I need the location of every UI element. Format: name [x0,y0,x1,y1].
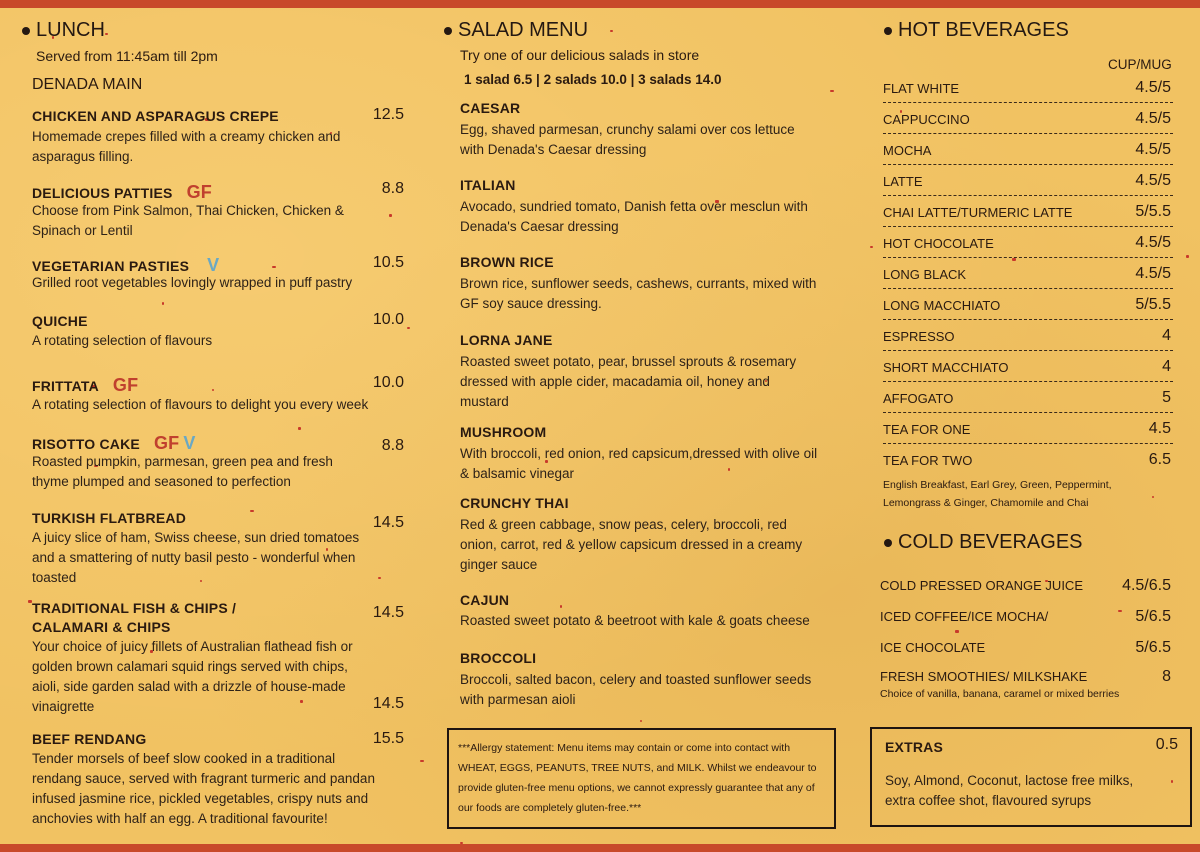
menu-item-desc: Homemade crepes filled with a creamy chicken and asparagus filling. [32,129,341,164]
beverage-name: ESPRESSO [883,329,955,344]
extras-title: EXTRAS [885,739,943,755]
menu-item-name-line2: CALAMARI & CHIPS [32,619,171,635]
bullet-icon [884,539,892,547]
speck-decoration [460,842,463,844]
extras-box [870,727,1192,827]
beverage-price: 4.5/5 [1135,141,1171,158]
speck-decoration [250,510,254,512]
speck-decoration [1118,610,1122,612]
allergy-statement: ***Allergy statement: Menu items may contain or come into contact with WHEAT, EGGS, PEANUTS, TREE NUTS, and MILK. Whilst we endeavour to provide gluten-free menu options, we cannot expressly guarantee that any of our foods are completely gluten-free.*** [458,742,817,814]
beverage-name: SHORT MACCHIATO [883,360,1009,375]
menu-item-price: 8.8 [381,437,404,454]
beverage-price: 5 [1162,389,1171,406]
allergy-statement-box [447,728,836,829]
beverage-name: CAPPUCCINO [883,112,970,127]
vegetarian-tag: V [207,255,220,275]
beverage-row [883,350,1173,382]
beverage-name: FRESH SMOOTHIES/ MILKSHAKE [880,669,1088,684]
salad-desc: Egg, shaved parmesan, crunchy salami over cos lettuce with Denada's Caesar dressing [460,122,795,157]
menu-item-name: DELICIOUS PATTIES GF [32,182,212,202]
beverage-name: FLAT WHITE [883,81,960,96]
beverage-name: LONG BLACK [883,267,967,282]
menu-item-name: TURKISH FLATBREAD [32,510,187,526]
beverage-name: MOCHA [883,143,932,158]
beverage-name: COLD PRESSED ORANGE JUICE [880,578,1083,593]
gluten-free-tag: GF [186,182,212,202]
beverage-name: HOT CHOCOLATE [883,236,994,251]
menu-item-price: 14.5 [372,604,404,621]
menu-item-price: 10.0 [372,311,404,328]
gluten-free-tag: GF [112,375,139,395]
salad-intro: Try one of our delicious salads in store [460,47,700,63]
speck-decoration [420,760,424,762]
speck-decoration [298,427,301,430]
salad-desc: Avocado, sundried tomato, Danish fetta over mesclun with Denada's Caesar dressing [460,199,808,234]
salad-name: BROCCOLI [460,650,537,666]
beverage-price: 4 [1162,327,1171,344]
salad-name: BROWN RICE [460,254,554,270]
menu-item-desc: Grilled root vegetables lovingly wrapped in puff pastry [32,275,353,290]
speck-decoration [272,266,276,268]
beverage-row [883,412,1173,444]
beverage-price: 4.5/5 [1135,79,1171,96]
menu-item-desc: A rotating selection of flavours to delight you every week [32,397,369,412]
speck-decoration [105,33,108,35]
beverage-name: CHAI LATTE/TURMERIC LATTE [883,205,1073,220]
speck-decoration [830,90,834,92]
bullet-icon [444,27,452,35]
beverage-row [883,133,1173,165]
beverage-price: 4.5/5 [1135,110,1171,127]
beverage-price: 5/6.5 [1135,608,1171,625]
lunch-subheading: DENADA MAIN [32,76,143,93]
speck-decoration [212,389,214,391]
speck-decoration [640,720,642,722]
salad-name: CAESAR [460,100,521,116]
beverage-price: 6.5 [1148,451,1171,468]
salad-desc: Roasted sweet potato, pear, brussel sprouts & rosemary dressed with apple cider, macadamia oil, honey and mustard [460,354,797,409]
beverage-price: 5/6.5 [1135,639,1171,656]
salad-name: CAJUN [460,592,510,608]
menu-item-price: 15.5 [372,730,404,747]
beverage-row [883,381,1173,413]
speck-decoration [389,214,392,217]
smoothie-note: Choice of vanilla, banana, caramel or mixed berries [880,688,1120,700]
beverage-name: ICE CHOCOLATE [880,640,986,655]
beverage-price: 5/5.5 [1135,203,1171,220]
beverage-row [883,257,1173,289]
beverage-row [883,443,1173,474]
beverage-row [883,102,1173,134]
salad-name: CRUNCHY THAI [460,495,569,511]
menu-item-name: QUICHE [32,313,88,329]
beverage-name: ICED COFFEE/ICE MOCHA/ [880,609,1049,624]
menu-item-price: 14.5 [372,514,404,531]
menu-item-desc: Choose from Pink Salmon, Thai Chicken, Chicken & Spinach or Lentil [32,203,344,238]
speck-decoration [407,327,410,329]
top-border-band [0,0,1200,8]
menu-item-desc: A rotating selection of flavours [32,333,213,348]
salad-name: MUSHROOM [460,424,547,440]
menu-item-desc: A juicy slice of ham, Swiss cheese, sun dried tomatoes and a smattering of nutty basil pesto - wonderful when toasted [32,530,360,585]
menu-item-desc: Tender morsels of beef slow cooked in a traditional rendang sauce, served with fragrant turmeric and pandan infused jasmine rice, pickled vegetables, crispy nuts and anchovies with half an egg. A traditional favourite! [32,751,375,826]
menu-item-name: VEGETARIAN PASTIES V [32,255,220,275]
menu-item-price-secondary: 14.5 [372,695,404,712]
beverage-price: 4.5/5 [1135,234,1171,251]
menu-item-price: 10.5 [372,254,404,271]
beverage-price: 8 [1162,668,1171,685]
beverage-name: LATTE [883,174,923,189]
beverage-row [883,226,1173,258]
speck-decoration [870,246,873,248]
menu-item-price: 12.5 [372,106,404,123]
salad-desc: Roasted sweet potato & beetroot with kale & goats cheese [460,613,810,628]
menu-item-desc: Your choice of juicy fillets of Australian flathead fish or golden brown calamari squid rings served with chips, aioli, side garden salad with a drizzle of house-made vinaigrette [32,639,353,714]
bullet-icon [884,27,892,35]
beverage-row [883,195,1173,227]
salad-desc: Red & green cabbage, snow peas, celery, broccoli, red onion, carrot, red & yellow capsicum dressed in a creamy ginger sauce [460,517,803,572]
menu-item-desc: Roasted pumpkin, parmesan, green pea and fresh thyme plumped and seasoned to perfection [32,454,333,489]
salad-pricing: 1 salad 6.5 | 2 salads 10.0 | 3 salads 14.0 [464,72,722,87]
hot-beverages-title: HOT BEVERAGES [884,19,1069,42]
lunch-title: LUNCH [22,19,105,42]
speck-decoration [560,605,562,608]
lunch-served-time: Served from 11:45am till 2pm [36,48,218,64]
beverage-row [883,319,1173,351]
cold-beverages-title: COLD BEVERAGES [884,531,1083,554]
menu-item-name: RISOTTO CAKE GF V [32,433,196,453]
beverage-name: TEA FOR TWO [883,453,973,468]
salad-desc: Broccoli, salted bacon, celery and toasted sunflower seeds with parmesan aioli [460,672,812,707]
gluten-free-tag: GF [153,433,180,453]
beverage-price: 4.5/5 [1135,265,1171,282]
speck-decoration [955,630,959,633]
menu-item-name: CHICKEN AND ASPARAGUS CREPE [32,108,279,124]
bottom-border-band [0,844,1200,852]
beverage-name: TEA FOR ONE [883,422,971,437]
beverage-row [883,71,1173,103]
salad-name: ITALIAN [460,177,516,193]
menu-item-name: FRITTATA GF [32,375,139,395]
speck-decoration [1186,255,1189,258]
bullet-icon [22,27,30,35]
tea-note: English Breakfast, Earl Grey, Green, Peppermint, Lemongrass & Ginger, Chamomile and Chai [883,479,1112,509]
salad-title: SALAD MENU [444,19,588,42]
cup-mug-label: CUP/MUG [1108,57,1172,72]
beverage-price: 4 [1162,358,1171,375]
speck-decoration [162,302,164,305]
menu-item-name: BEEF RENDANG [32,731,147,747]
menu-item-name: TRADITIONAL FISH & CHIPS / [32,600,237,616]
beverage-row [883,288,1173,320]
salad-name: LORNA JANE [460,332,553,348]
beverage-row [883,164,1173,196]
beverage-price: 4.5/5 [1135,172,1171,189]
salad-desc: With broccoli, red onion, red capsicum,dressed with olive oil & balsamic vinegar [460,446,818,481]
beverage-price: 4.5 [1148,420,1171,437]
speck-decoration [610,30,613,32]
extras-price: 0.5 [1155,736,1178,753]
extras-desc: Soy, Almond, Coconut, lactose free milks, extra coffee shot, flavoured syrups [885,773,1134,808]
menu-item-price: 10.0 [372,374,404,391]
vegetarian-tag: V [183,433,196,453]
beverage-price: 4.5/6.5 [1122,577,1171,594]
salad-desc: Brown rice, sunflower seeds, cashews, currants, mixed with GF soy sauce dressing. [460,276,817,311]
menu-item-price: 8.8 [381,180,404,197]
beverage-name: LONG MACCHIATO [883,298,1001,313]
beverage-name: AFFOGATO [883,391,954,406]
beverage-price: 5/5.5 [1135,296,1171,313]
